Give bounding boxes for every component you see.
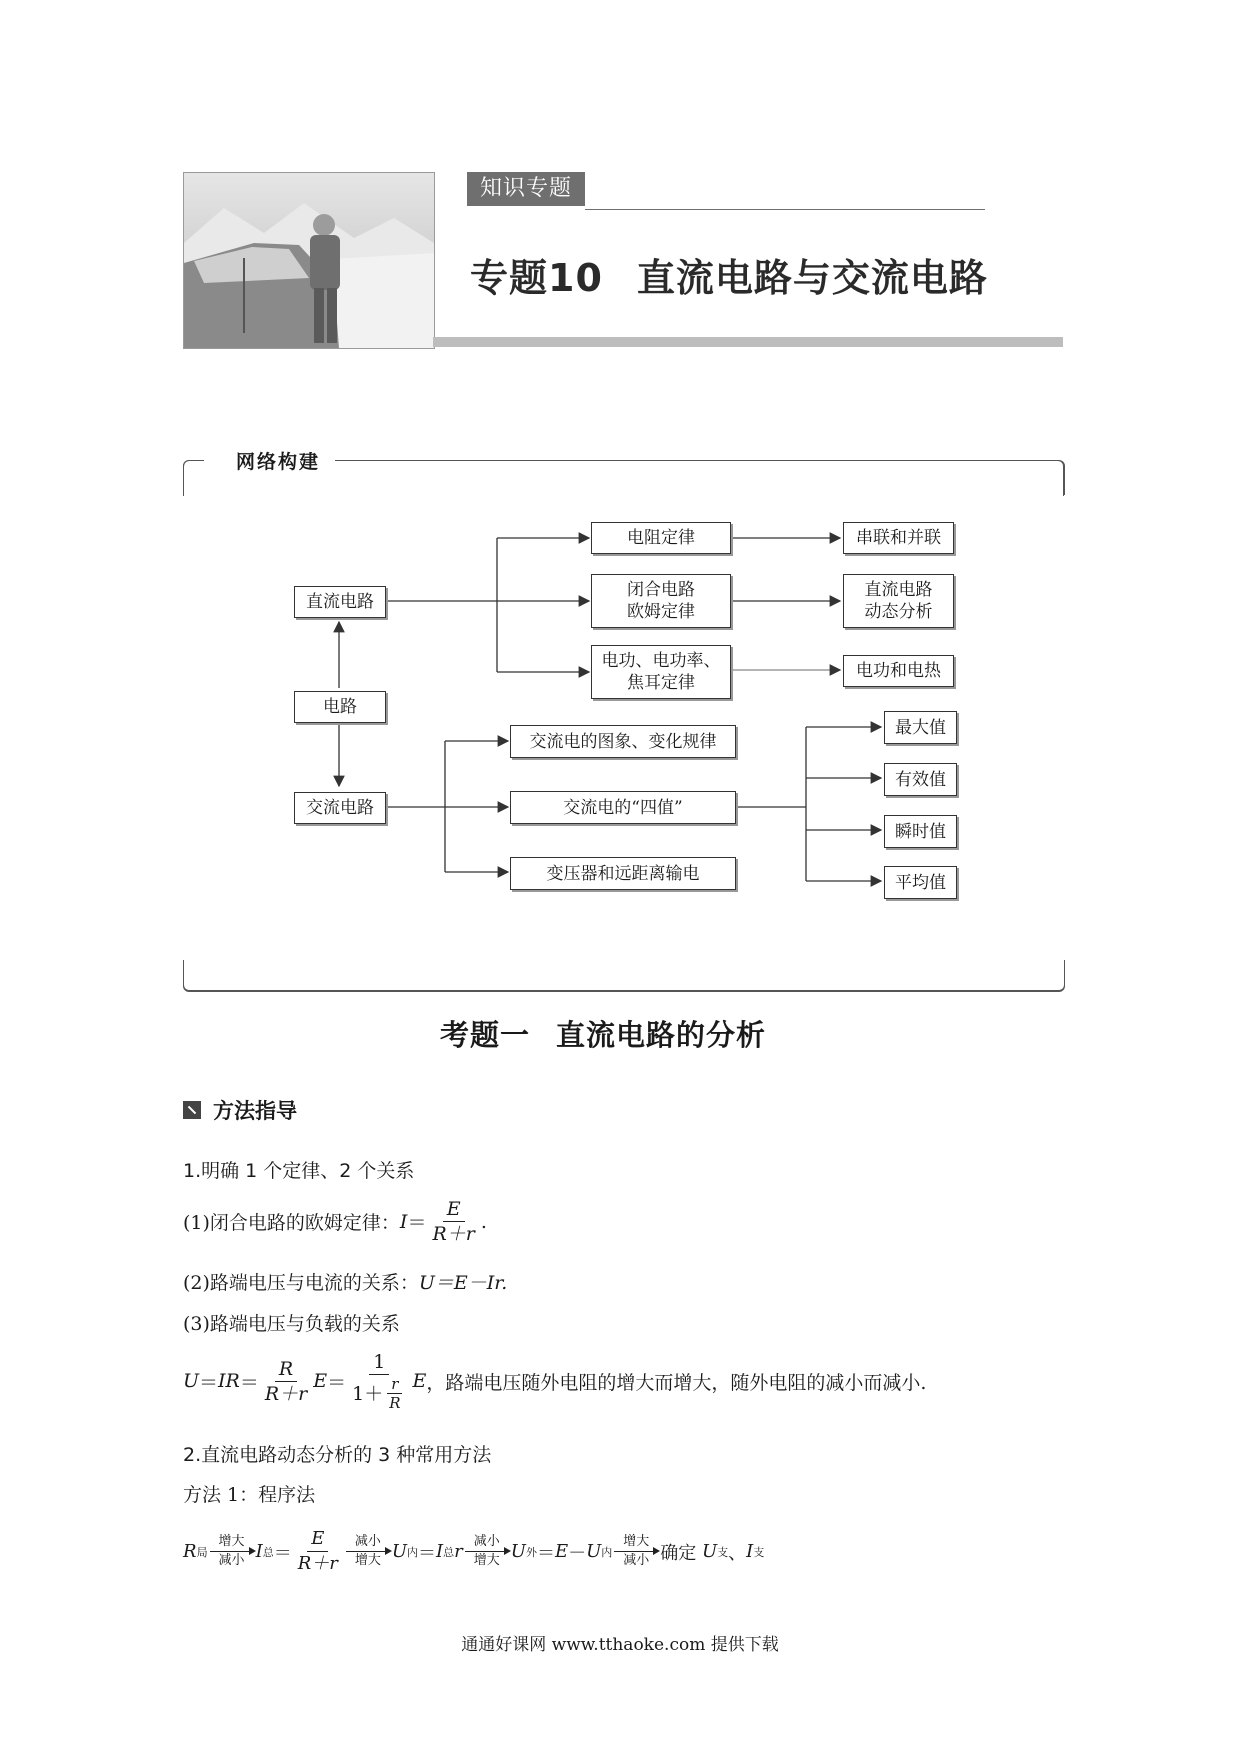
node-dc: 直流电路 [294, 586, 386, 618]
item-1-3-text: ，路端电压随外电阻的增大而增大，随外电阻的减小而减小. [426, 1371, 927, 1394]
item-1-2 [183, 1268, 507, 1295]
item-1-3: (3)路端电压与负载的关系 [183, 1313, 400, 1335]
topic-number: 考题一 [440, 1018, 531, 1052]
method-heading-text: 方法指导 [213, 1099, 297, 1123]
title-text: 直流电路与交流电路 [636, 256, 988, 300]
topic-heading [440, 1013, 766, 1054]
node-ac-graph: 交流电的图象、变化规律 [510, 725, 736, 758]
node-ohm-law [591, 574, 731, 628]
item-1-2-label: (2)路端电压与电流的关系： [183, 1272, 419, 1294]
arrow-2: 减小 增大 [346, 1533, 390, 1570]
section-icon [183, 1101, 201, 1119]
node-ac-four: 交流电的“四值” [510, 791, 736, 824]
node-power [591, 645, 731, 699]
node-series-parallel: 串联和并联 [843, 522, 954, 554]
node-dynamic-line1: 直流电路 [864, 580, 933, 600]
node-max: 最大值 [884, 711, 957, 744]
item-1: 1.明确 1 个定律、2 个关系 [183, 1160, 415, 1182]
arrow-4: 增大 减小 [614, 1533, 658, 1570]
section-tag: 知识专题 [467, 172, 585, 206]
node-average: 平均值 [884, 866, 957, 899]
node-work-heat: 电功和电热 [843, 655, 954, 687]
node-power-line2: 焦耳定律 [627, 673, 695, 693]
node-circuit: 电路 [294, 691, 386, 723]
node-transformer: 变压器和远距离输电 [510, 857, 736, 890]
item-1-1: (1)闭合电路的欧姆定律： I ＝ $\frac{E}{R+r}$ . [183, 1198, 487, 1245]
node-ac: 交流电路 [294, 792, 386, 824]
arrow-3: 减小 增大 [465, 1533, 509, 1570]
node-ohm-line1: 闭合电路 [627, 580, 695, 600]
node-instant: 瞬时值 [884, 815, 957, 848]
node-effective: 有效值 [884, 763, 957, 796]
topic-title: 直流电路的分析 [556, 1018, 767, 1052]
confirm-text: 确定 [660, 1542, 697, 1564]
node-power-line1: 电功、电功率、 [601, 651, 721, 671]
network-label: 网络构建 [236, 451, 321, 473]
node-resistance-law: 电阻定律 [591, 522, 731, 554]
footer-text: 通通好课网 www.tthaoke.com 提供下载 [461, 1635, 779, 1655]
title-number: 专题10 [470, 256, 603, 300]
item-1-1-label: (1)闭合电路的欧姆定律： [183, 1212, 400, 1234]
item-1-3-formula: U ＝ IR ＝ $\frac{R}{R+r}$ E ＝ 1 1＋ $\frac{r}{R}$ E ，路端电压随外电阻的增大而增大，随外电阻的减小而减小. [183, 1351, 927, 1412]
item-1-2-formula: U＝E－Ir. [418, 1272, 508, 1294]
node-dynamic-line2: 动态分析 [864, 602, 933, 622]
item-2: 2.直流电路动态分析的 3 种常用方法 [183, 1444, 492, 1466]
node-ohm-line2: 欧姆定律 [627, 602, 695, 622]
method-1-formula: R 局 增大 减小 I 总 ＝ $\frac{E}{R+r}$ 减小 增大 U 内 ＝ I 总 r 减小 增大 U 外 ＝ E － U 内 增大 减小 确定 U 支 、 I 支 [183, 1528, 765, 1574]
method-heading [183, 1095, 297, 1125]
node-dynamic [843, 574, 954, 628]
method-1: 方法 1：程序法 [183, 1484, 316, 1506]
arrow-1: 增大 减小 [210, 1533, 254, 1570]
